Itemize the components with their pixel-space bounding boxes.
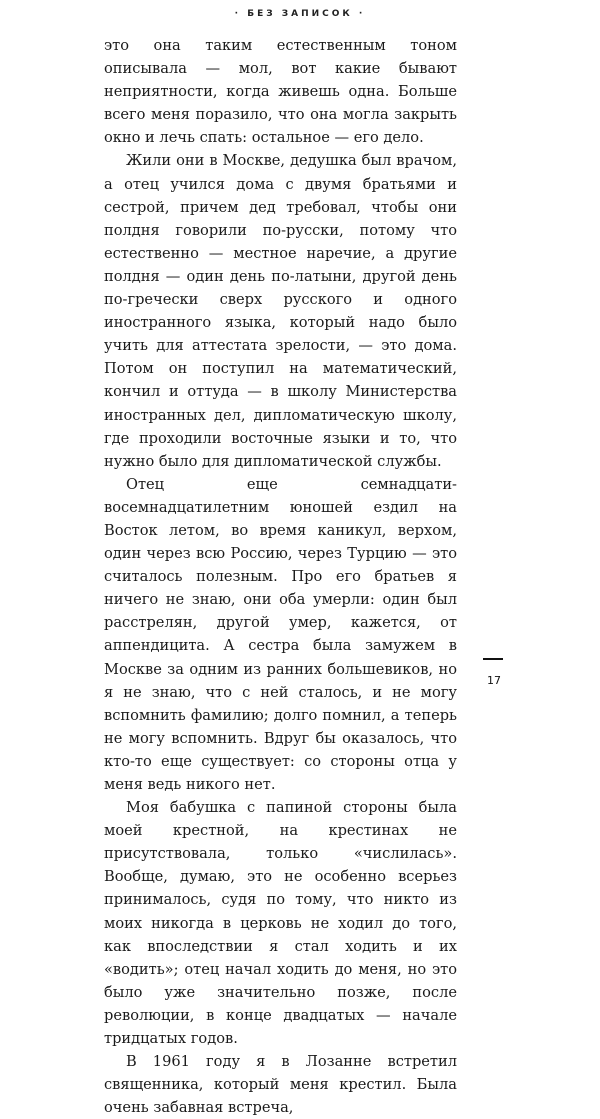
paragraph-4: Моя бабушка с папиной стороны была моей крестной, на крестинах не присутствовала, только «числилась». Вообще, думаю, это не особенно всерьез принималось, судя по тому, что никто из моих никогда в церковь не ходил до того, как впоследствии я стал ходить и их «водить»; отец начал ходить до меня, но это было уже значительно позже, после революции, в конце двадцатых — начале тридцатых годов. xyxy=(104,799,457,1048)
body-text xyxy=(104,34,457,1119)
running-header: · БЕЗ ЗАПИСОК · xyxy=(234,9,366,19)
paragraph-5: В 1961 году я в Лозанне встретил священника, который меня крестил. Была очень забавная встреча, xyxy=(104,1053,457,1117)
paragraph-1: это она таким естественным тоном описывала — мол, вот какие бывают неприятности, когда живешь одна. Больше всего меня поразило, что она могла закрыть окно и лечь спать: остальное — его дело. xyxy=(104,37,457,147)
page-number: 17 xyxy=(487,674,501,687)
paragraph-3: Отец еще семнадцати-восемнадцатилетним юношей ездил на Восток летом, во время каникул, верхом, один через всю Россию, через Турцию — это считалось полезным. Про его братьев я ничего не знаю, они оба умерли: один был расстрелян, другой умер, кажется, от аппендицита. А сестра была замужем в Москве за одним из ранних большевиков, но я не знаю, что с ней сталось, и не могу вспомнить фамилию; долго помнил, а теперь не могу вспомнить. Вдруг бы оказалось, что кто-то еще существует: со стороны отца у меня ведь никого нет. xyxy=(104,475,457,793)
paragraph-2: Жили они в Москве, дедушка был врачом, а отец учился дома с двумя братьями и сестрой, причем дед требовал, чтобы они полдня говорили по-русски, потому что естественно — местное наречие, а другие полдня — один день по-латыни, другой день по-гречески сверх русского и одного иностранного языка, который надо было учить для аттестата зрелости, — это дома. Потом он поступил на математический, кончил и оттуда — в школу Министерства иностранных дел, дипломатическую школу, где проходили восточные языки и то, что нужно было для дипломатической службы. xyxy=(104,152,457,470)
page-number-rule xyxy=(483,658,503,660)
